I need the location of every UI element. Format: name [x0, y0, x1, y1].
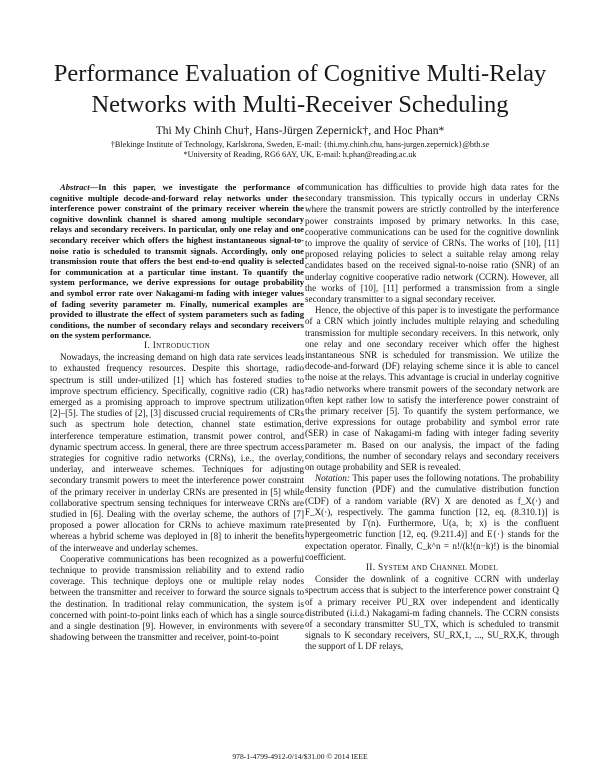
title-line-1: Performance Evaluation of Cognitive Multi-Relay [53, 60, 547, 87]
author-list: Thi My Chinh Chu†, Hans-Jürgen Zepernick†, and Hoc Phan* [155, 125, 445, 137]
intro-paragraph-1: Nowadays, the increasing demand on high data rate services leads to exhausted frequency resources. Despite this shortage, radio spectrum is still under-utilized [1] which has fostered studies to improve spectrum efficiency. Specifically, cognitive radio (CR) has emerged as a promising approach to improve spectrum utilization [2]–[5]. The studies of [2], [3] discussed crucial requirements of CRs such as spectrum hole detection, channel state estimation, interference temperature estimation, transmit power control, and dynamic spectrum access. In general, there are three spectrum access strategies for cognitive radio networks (CRNs), i.e., the overlay, underlay, and interweave schemes. Techniques for adjusting secondary transmit powers to meet the interference power constraint of the primary receiver in underlay CRNs are presented in [5] while collaborative spectrum sensing techniques for interweave CRNs are studied in [6]. Dealing with the overlay scheme, the authors of [7] proposed a power allocation for CRNs to achieve maximum rate whereas a hybrid scheme was deployed in [8] to inherit the benefits of the interweave and underlay schemes. [50, 352, 304, 553]
abstract [50, 182, 304, 341]
copyright-footer: 978-1-4799-4912-0/14/$31.00 © 2014 IEEE [232, 752, 368, 761]
model-paragraph-1: Consider the downlink of a cognitive CCRN with underlay spectrum access that is subject to the interference power constraint Q of a primary receiver PU_RX over independent and identically distributed (i.i.d.) Nakagami-m fading channels. The CCRN consists of a secondary transmitter SU_TX, which is scheduled to transmit signals to K secondary receivers, SU_RX,1, ..., SU_RX,K, through the support of L DF relays, [305, 574, 559, 652]
intro-paragraph-2: Cooperative communications has been recognized as a powerful technique to provide transmission reliability and to extend radio coverage. This technique deploys one or multiple relay nodes between the transmitter and receiver to forward the source signals to the destination. In traditional relay communication, the system is concerned with point-to-point links each of which has a single source and a single destination [9]. However, in environments with severe shadowing between the transmitter and receiver, point-to-point [50, 553, 304, 643]
abstract-text: In this paper, we investigate the performance of cognitive multiple decode-and-forward relay networks under the interference power constraint of the primary receiver wherein the cognitive downlink channel is shared among multiple secondary relays and secondary receivers. In particular, only one relay and one secondary receiver which offers the highest instantaneous signal-to-noise ratio is scheduled to transmit signals. Accordingly, only one transmission route that offers the best end-to-end quality is selected for communication at a particular time instant. To quantify the system performance, we derive expressions for outage probability and symbol error rate over Nakagami-m fading with integer values of fading severity parameter m. Finally, numerical examples are provided to illustrate the effect of system parameters such as fading conditions, the number of secondary relays and secondary receivers on the system performance. [50, 182, 304, 341]
left-column [50, 182, 304, 643]
paper-title [20, 58, 580, 120]
title-line-2: Networks with Multi-Receiver Scheduling [91, 91, 509, 118]
affiliation-1: †Blekinge Institute of Technology, Karlskrona, Sweden, E-mail: {thi.my.chinh.chu, hans-jurgen.zepernick}@bth.se [110, 140, 490, 149]
notation-paragraph [305, 473, 559, 563]
section-heading-system-model: II. System and Channel Model [365, 562, 499, 573]
notation-text: This paper uses the following notations. The probability density function (PDF) and the cumulative distribution function (CDF) of a random variable (RV) X are denoted as f_X(·) and F_X(·), respectively. The gamma function [12, eq. (8.310.1)] is presented by Γ(n). Furthermore, U(a, b; x) is the confluent hypergeometric function [12, eq. (9.211.4)] and E{·} stands for the expectation operator. Finally, C_k^n = n!/(k!(n−k)!) is the binomial coefficient. [305, 473, 559, 562]
right-column [305, 182, 559, 653]
intro-paragraph-3: communication has difficulties to provide high data rates for the secondary transmission. This typically occurs in underlay CRNs where the transmit powers are strictly controlled by the interference power constraints imposed by primary networks. In this case, cooperative communications can be used for the cognitive downlink to improve the quality of service of CRNs. The works of [10], [11] proposed relaying policies to select a suitable relay among relay candidates based on the received signal-to-noise ratio (SNR) of an underlay cognitive cooperative radio network (CCRN). However, all the works of [10], [11] performed a transmission from a single secondary transmitter to a signal secondary receiver. [305, 182, 559, 305]
section-heading-introduction: I. Introduction [144, 340, 210, 351]
abstract-label: Abstract— [60, 182, 99, 192]
intro-paragraph-4: Hence, the objective of this paper is to investigate the performance of a CRN which jointly includes multiple relaying and scheduling transmission for multiple secondary receivers. In this network, only one relay and one secondary receiver which offer the highest instantaneous SNR is scheduled for transmission. We utilize the decode-and-forward (DF) relaying scheme since it is able to cancel the noise at the relays. This advantage is crucial in underlay cognitive radio networks where transmit powers of the secondary network are often kept rather low to satisfy the interference power constraint of the primary receiver [5]. To quantify the system performance, we derive expressions for outage probability and symbol error rate (SER) in case of Nakagami-m fading with integer fading severity parameter m. Based on our analysis, the impact of the fading conditions, the number of secondary relays and secondary receivers on outage probability and SER is revealed. [305, 305, 559, 473]
notation-label: Notation: [315, 473, 350, 484]
affiliation-2: *University of Reading, RG6 6AY, UK, E-mail: h.phan@reading.ac.uk [183, 150, 417, 159]
